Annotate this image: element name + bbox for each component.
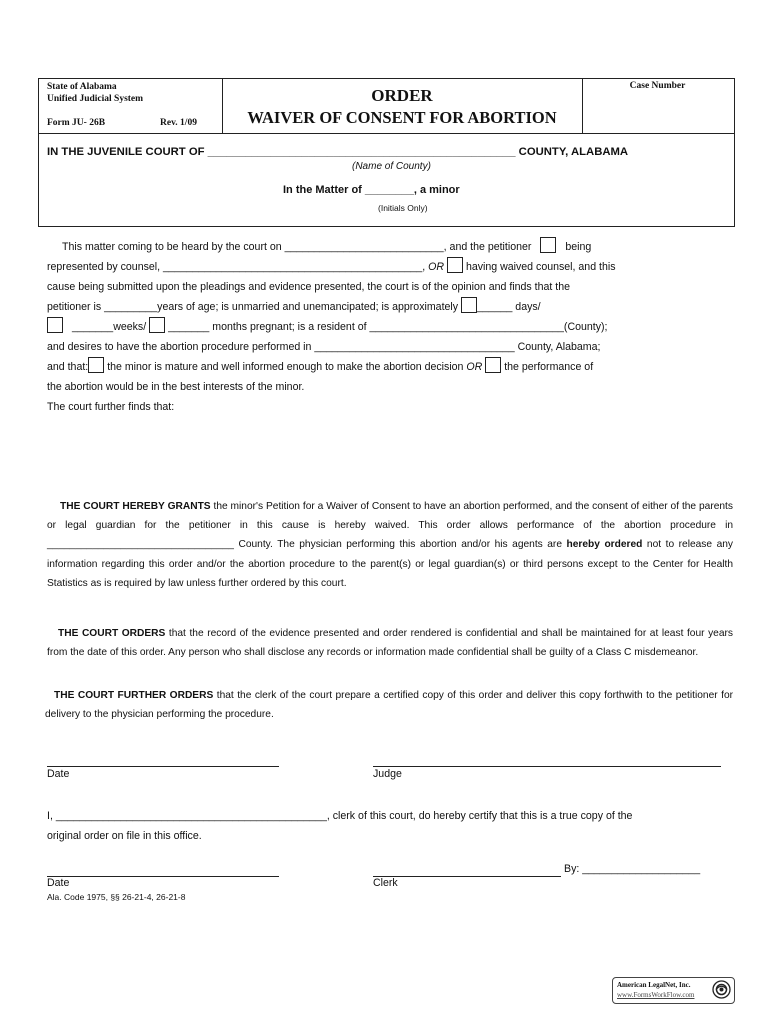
grants-heading: THE COURT HEREBY GRANTS	[60, 501, 211, 512]
further-orders-heading: THE COURT FURTHER ORDERS	[54, 690, 214, 701]
finding-text: being	[565, 241, 592, 253]
best-interests-checkbox[interactable]	[485, 357, 501, 373]
petitioner-not-checkbox[interactable]	[540, 237, 556, 253]
title-waiver: WAIVER OF CONSENT FOR ABORTION	[247, 108, 557, 127]
judge-label: Judge	[373, 768, 402, 780]
judge-signature-line	[373, 766, 721, 767]
clerk-date-label: Date	[47, 877, 70, 889]
grants-text: not to release any information regarding this order and/or the abortion procedure to the parent(s) or legal guardian(s) or third persons except to the Center for Health Statistics as is required by law unless further ordered by this court.	[47, 539, 734, 589]
or-text: OR	[428, 261, 445, 273]
further-orders-paragraph	[45, 686, 733, 724]
clerk-label: Clerk	[373, 877, 398, 889]
months-checkbox[interactable]	[149, 317, 165, 333]
orders-heading: THE COURT ORDERS	[58, 628, 166, 639]
finding-text: the minor is mature and well informed enough to make the abortion decision	[107, 361, 464, 373]
hereby-ordered-text: hereby ordered	[566, 539, 643, 551]
finding-line-1	[62, 237, 730, 257]
finding-text: having waived counsel, and this	[465, 261, 616, 273]
days-checkbox[interactable]	[461, 297, 477, 313]
finding-line-4	[47, 297, 730, 317]
finding-line-7	[47, 357, 730, 377]
title-order: ORDER	[371, 86, 433, 105]
finding-text: This matter coming to be heard by the court on ___________________________, and the petitioner	[62, 241, 532, 253]
finding-line-2	[47, 257, 730, 277]
finding-text: and that:	[47, 361, 89, 373]
system-label: Unified Judicial System	[47, 94, 144, 104]
form-number: Form JU- 26B	[47, 118, 106, 128]
finding-text: the performance of	[504, 361, 594, 373]
certification-line-2: original order on file in this office.	[47, 830, 202, 842]
finding-text: _______ months pregnant; is a resident of _________________________________(County);	[168, 321, 608, 333]
matter-line: In the Matter of ________, a minor	[283, 184, 460, 196]
finding-line-6: and desires to have the abortion procedure performed in __________________________________ County, Alabama;	[47, 341, 601, 353]
name-of-county: (Name of County)	[352, 161, 431, 172]
by-line: By: ____________________	[564, 863, 701, 875]
clerk-signature-line	[373, 876, 561, 877]
finding-line-5	[47, 317, 730, 337]
weeks-checkbox[interactable]	[47, 317, 63, 333]
finding-line-3: cause being submitted upon the pleadings and evidence presented, the court is of the opinion and finds that the	[47, 281, 570, 293]
finding-line-9: The court further finds that:	[47, 401, 175, 413]
clerk-date-line	[47, 876, 279, 877]
grants-text: the minor's Petition for a Waiver of Consent to have an abortion performed, and the consent of either of the parents or legal guardian for the petitioner in this cause is hereby waived. This order allows performance of the abortion procedure in _________________________________ County. The physician performing this abortion and/or his agents are	[47, 501, 733, 551]
further-orders-text: that the clerk of the court prepare a certified copy of this order and deliver this copy forthwith to the petitioner for delivery to the physician performing the procedure.	[45, 690, 733, 721]
case-number-label: Case Number	[629, 81, 686, 91]
grants-paragraph	[47, 497, 733, 593]
or-text: OR	[466, 361, 483, 373]
certification-line-1: I, ______________________________________________, clerk of this court, do hereby certify that this is a true copy of the	[47, 810, 633, 822]
orders-paragraph	[47, 624, 733, 662]
waived-counsel-checkbox[interactable]	[447, 257, 463, 273]
state-label: State of Alabama	[47, 82, 117, 92]
court-line: IN THE JUVENILE COURT OF _________________________________________________ COUNTY, ALABAMA	[47, 146, 629, 158]
finding-text: represented by counsel, ____________________________________________,	[47, 261, 429, 273]
date-signature-line	[47, 766, 279, 767]
finding-text: ______ days/	[477, 301, 541, 313]
finding-line-8: the abortion would be in the best interests of the minor.	[47, 381, 305, 393]
form-revision: Rev. 1/09	[160, 118, 197, 128]
orders-text: that the record of the evidence presented and order rendered is confidential and shall be maintained for at least four years from the date of this order. Any person who shall disclose any records or information made confidential shall be guilty of a Class C misdemeanor.	[47, 628, 734, 659]
code-citation: Ala. Code 1975, §§ 26-21-4, 26-21-8	[47, 892, 186, 902]
date-label: Date	[47, 768, 70, 780]
globe-icon	[712, 980, 731, 999]
company-name: American LegalNet, Inc.	[617, 981, 691, 989]
company-url: www.FormsWorkFlow.com	[617, 991, 695, 999]
finding-text: _______weeks/	[71, 321, 147, 333]
finding-text: petitioner is _________years of age; is unmarried and unemancipated; is approximately	[47, 301, 459, 313]
initials-only: (Initials Only)	[378, 203, 428, 213]
mature-checkbox[interactable]	[88, 357, 104, 373]
